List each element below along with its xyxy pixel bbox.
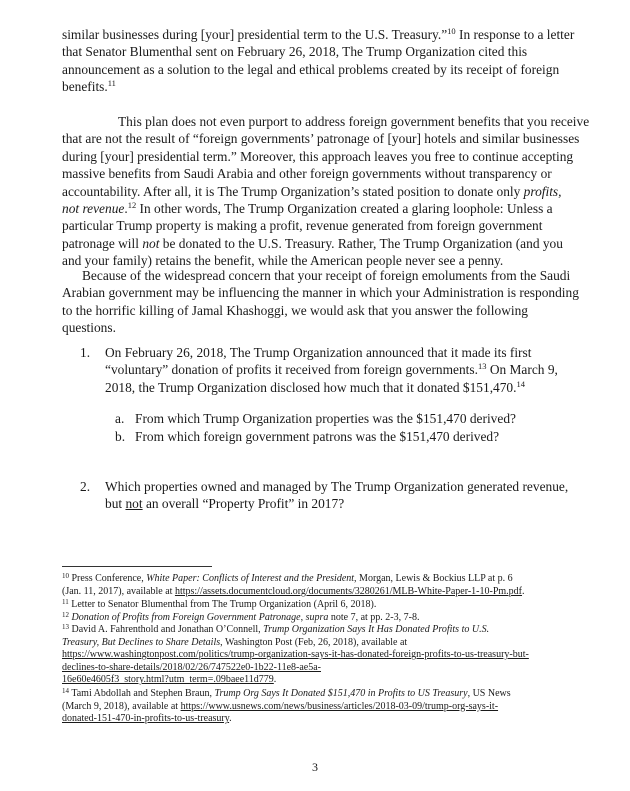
footnote-link[interactable]: https://www.washingtonpost.com/politics/trump-organization-says-it-has-donated-foreign-profits-to-us-treasury-but-	[62, 649, 529, 661]
text-run: (March 9, 2018), available at	[62, 700, 181, 712]
paragraph-3	[62, 267, 579, 337]
text-line: to the horrific killing of Jamal Khashoggi, we would ask that you answer the following	[62, 302, 528, 318]
text-line: that are not the result of “foreign governments’ patronage of [your] hotels and similar businesses	[62, 131, 580, 147]
text-run: In other words, The Trump Organization created a glaring loophole: Unless a	[136, 201, 553, 217]
footnote-10	[62, 573, 622, 598]
text-run: Letter to Senator Blumenthal from The Trump Organization (April 6, 2018).	[68, 599, 377, 610]
paragraph-2	[62, 113, 590, 270]
text-run: similar businesses during [your] presidential term to the U.S. Treasury.”	[62, 27, 448, 42]
text-run: Tami Abdollah and Stephen Braun,	[69, 688, 215, 699]
text-run: 2018, the Trump Organization disclosed how much that it donated $151,470.	[105, 379, 517, 395]
emphasis: Trump Org Says It Donated $151,470 in Profits to US Treasury	[214, 688, 468, 699]
text-run: “voluntary” donation of profits it received from foreign governments.	[105, 362, 478, 378]
list-letter: a.	[115, 411, 125, 426]
list-number: 2.	[80, 479, 91, 494]
text-line: Arabian government may be influencing the manner in which your Administration is responding	[62, 285, 579, 301]
emphasis: Donation of Profits from Foreign Government Patronage	[71, 612, 301, 623]
emphasis: not revenue	[62, 201, 125, 217]
text-line: during [your] presidential term.” Moreover, this approach leaves you free to continue accepting	[62, 148, 574, 164]
text-run: In response to a letter	[455, 27, 575, 42]
emphasis: not	[142, 235, 160, 251]
text-run: but	[105, 496, 126, 512]
text-run: benefits.	[62, 79, 108, 95]
text-run: Press Conference,	[69, 573, 147, 584]
underlined-text: not	[125, 496, 143, 512]
text-run: , US News	[467, 688, 511, 699]
footnote-12	[62, 612, 622, 625]
list-number: 1.	[80, 345, 91, 360]
footnote-link[interactable]: declines-to-share-details/2018/02/26/747522e0-1b22-11e8-ae5a-	[62, 661, 321, 673]
text-line: Because of the widespread concern that your receipt of foreign emoluments from the Saudi	[82, 268, 571, 283]
sub-question-b	[115, 428, 499, 446]
text-run: .	[229, 713, 232, 725]
paragraph-1	[62, 26, 576, 96]
text-line: and your family) retains the benefit, while the American people never see a penny.	[62, 253, 504, 269]
text-line: This plan does not even purport to address foreign government benefits that you receive	[118, 114, 590, 129]
text-line: particular Trump property is making a profit, revenue generated from foreign government	[62, 218, 543, 234]
footnote-link[interactable]: donated-151-470-in-profits-to-us-treasury	[62, 713, 230, 725]
footnote-11	[62, 599, 622, 612]
text-run: .	[124, 201, 128, 217]
text-run: , Morgan, Lewis & Bockius LLP at p. 6	[354, 573, 513, 584]
text-run: David A. Fahrenthold and Jonathan O’Connell,	[69, 624, 264, 635]
footnote-number: 12	[62, 611, 69, 619]
text-line: announcement as a solution to the legal and ethical problems created by its receipt of foreign	[62, 61, 560, 77]
text-run: an overall “Property Profit” in 2017?	[142, 496, 345, 512]
footnote-number: 10	[62, 572, 69, 580]
text-line: questions.	[62, 320, 116, 336]
text-line: Which properties owned and managed by The Trump Organization generated revenue,	[105, 479, 569, 494]
page-number: 3	[312, 760, 318, 774]
text-run: .	[522, 585, 525, 597]
text-run: (Jan. 11, 2017), available at	[62, 585, 175, 597]
text-run: note 7, at pp. 2-3, 7-8.	[328, 612, 420, 623]
footnote-number: 13	[62, 623, 69, 631]
footnote-link[interactable]: https://www.usnews.com/news/business/articles/2018-03-09/trump-org-says-it-	[180, 700, 499, 712]
emphasis: Trump Organization Says It Has Donated Profits to U.S.	[263, 624, 490, 635]
text-line: massive benefits from Saudi Arabia and other foreign governments without transparency or	[62, 166, 552, 182]
text-run: , Washington Post (Feb, 26, 2018), available at	[220, 636, 408, 648]
text-run: From which Trump Organization properties was the $151,470 derived?	[135, 411, 516, 426]
list-letter: b.	[115, 429, 126, 444]
sub-question-a	[115, 410, 516, 428]
emphasis: White Paper: Conflicts of Interest and the President	[146, 573, 355, 584]
text-run: ,	[300, 612, 306, 623]
text-run: accountability. After all, it is The Trump Organization’s stated position to donate only	[62, 183, 524, 199]
text-run: .	[273, 674, 277, 686]
text-line: On February 26, 2018, The Trump Organization announced that it made its first	[105, 345, 532, 360]
footnote-link[interactable]: 16e60e4605f3_story.html?utm_term=.09baee11d779	[62, 674, 274, 686]
footnote-number: 11	[62, 598, 69, 606]
text-run: On March 9,	[486, 362, 558, 378]
text-line: that Senator Blumenthal sent on February 26, 2018, The Trump Organization cited this	[62, 44, 528, 60]
footnote-ref-11: 11	[107, 78, 116, 89]
footnote-13	[62, 624, 622, 687]
footnote-ref-13: 13	[477, 361, 487, 372]
emphasis: Treasury, But Declines to Share Details	[62, 636, 221, 648]
text-run: be donated to the U.S. Treasury. Rather, The Trump Organization (and you	[159, 235, 563, 251]
footnote-divider	[62, 566, 212, 567]
emphasis: supra	[305, 612, 329, 623]
text-run: From which foreign government patrons was the $151,470 derived?	[135, 429, 500, 444]
footnote-link[interactable]: https://assets.documentcloud.org/documents/3280261/MLB-White-Paper-1-10-Pm.pdf	[174, 585, 523, 597]
footnote-ref-14: 14	[516, 378, 525, 389]
emphasis: profits,	[523, 183, 562, 199]
footnote-ref-10: 10	[447, 26, 456, 36]
footnote-number: 14	[62, 687, 69, 695]
footnote-ref-12: 12	[127, 200, 137, 211]
text-run: patronage will	[62, 235, 143, 251]
footnote-14	[62, 688, 622, 726]
